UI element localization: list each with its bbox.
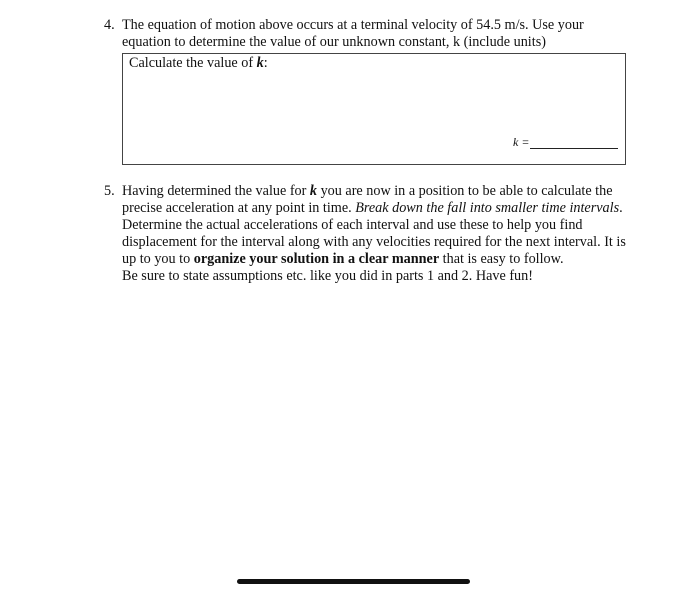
k-answer-blank[interactable] [530, 148, 618, 149]
q5-line-1-variable: k [309, 183, 318, 199]
question-4-number: 4. [104, 17, 115, 33]
home-indicator[interactable] [237, 579, 470, 584]
question-4 [104, 17, 644, 51]
question-5-line-2 [122, 200, 634, 217]
q5-line-5-b: that is easy to follow. [439, 251, 564, 267]
q5-line-1-b: you are now in a position to be able to calculate the [317, 183, 613, 199]
question-4-line-1: The equation of motion above occurs at a terminal velocity of 54.5 m/s. Use your [122, 17, 584, 33]
box-label-suffix: : [263, 55, 268, 71]
k-answer-label: k = [513, 135, 530, 149]
question-5-line-1 [122, 183, 634, 200]
q5-line-2-a: precise acceleration at any point in time. [122, 200, 356, 216]
q5-line-2-italic: Break down the fall into smaller time intervals [355, 200, 620, 216]
q5-line-5-a: up to you to [122, 251, 194, 267]
question-5 [104, 183, 634, 285]
question-5-line-3: Determine the actual accelerations of each interval and use these to help you find [122, 217, 583, 233]
question-5-line-4: displacement for the interval along with any velocities required for the next interval. It is [122, 234, 626, 250]
box-label-prefix: Calculate the value of [129, 55, 257, 71]
answer-box-k[interactable] [122, 53, 626, 165]
question-5-number: 5. [104, 183, 115, 199]
answer-box-label [129, 55, 268, 72]
box-label-variable: k [256, 55, 264, 71]
q5-line-1-a: Having determined the value for [122, 183, 310, 199]
q5-line-5-bold: organize your solution in a clear manner [193, 251, 440, 267]
question-5-text [122, 183, 634, 285]
question-5-line-5 [122, 251, 634, 268]
question-5-line-6: Be sure to state assumptions etc. like you did in parts 1 and 2. Have fun! [122, 268, 533, 284]
question-4-text [122, 17, 644, 51]
question-4-line-2: equation to determine the value of our unknown constant, k (include units) [122, 34, 546, 50]
q5-line-2-b: . [619, 200, 623, 216]
